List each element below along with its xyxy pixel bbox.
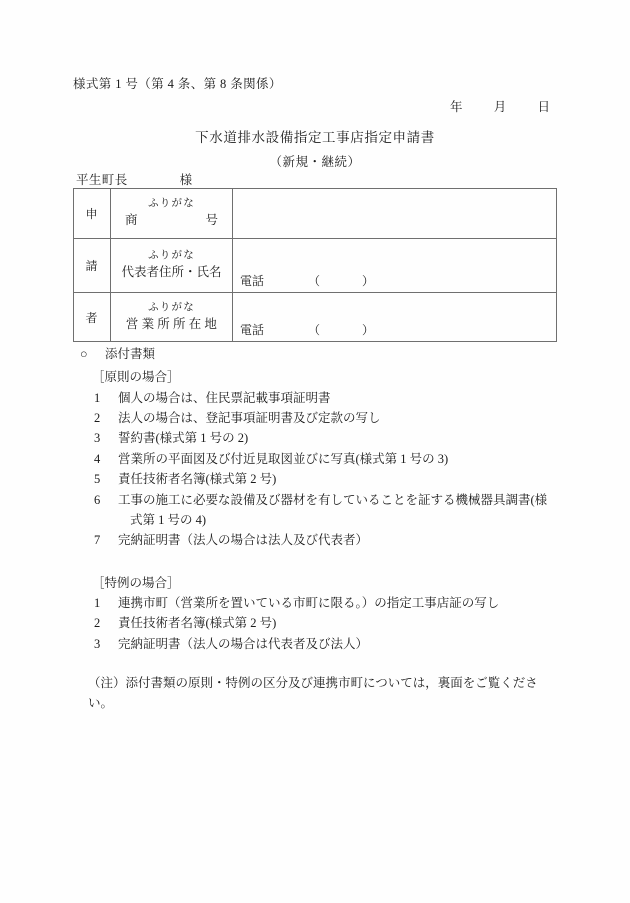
phone-paren-close: ） <box>362 323 375 337</box>
item-text: 営業所の平面図及び付近見取図並びに写真(様式第 1 号の 3) <box>118 451 449 466</box>
furigana-label: ふりがな <box>148 250 195 262</box>
trade-name-label <box>111 212 232 230</box>
list-item <box>0 388 630 408</box>
item-text: 完納証明書（法人の場合は法人及び代表者） <box>118 533 369 548</box>
item-number: 6 <box>94 492 101 507</box>
item-number: 2 <box>94 616 101 631</box>
row-label-representative <box>111 239 233 293</box>
list-item <box>0 449 630 469</box>
attachment-group-principle <box>0 367 630 550</box>
attachment-group-special <box>0 573 630 654</box>
attachment-item-list <box>0 593 630 654</box>
applicant-marker-1: 申 <box>74 189 111 239</box>
item-text: 工事の施工に必要な設備及び器材を有していることを証する機械器具調書(様 <box>118 492 548 507</box>
furigana-label: ふりがな <box>148 198 195 210</box>
trade-name-char-2: 号 <box>205 213 218 228</box>
applicant-marker-2: 請 <box>74 239 111 293</box>
list-item <box>0 593 630 613</box>
applicant-table <box>73 188 557 342</box>
item-number: 1 <box>94 390 101 405</box>
item-number: 7 <box>94 533 101 548</box>
form-code: 様式第 1 号（第 4 条、第 8 条関係） <box>73 77 282 91</box>
office-address-input-area[interactable] <box>233 293 557 342</box>
phone-paren-open: （ <box>308 274 321 288</box>
item-text-continuation: 式第 1 号の 4) <box>130 512 207 527</box>
item-number: 4 <box>94 451 101 466</box>
row-label-trade-name <box>111 189 233 239</box>
row-label-office-address <box>111 293 233 342</box>
date-year-label: 年 <box>450 100 463 114</box>
phone-label: 電話 <box>240 274 265 288</box>
item-number: 3 <box>94 431 101 446</box>
item-text: 法人の場合は、登記事項証明書及び定款の写し <box>118 411 381 425</box>
document-title: 下水道排水設備指定工事店指定申請書 <box>195 130 435 145</box>
date-day-label: 日 <box>537 100 550 114</box>
attachments-title: 添付書類 <box>105 347 156 361</box>
date-month-label: 月 <box>493 100 507 114</box>
applicant-marker-3: 者 <box>74 293 111 342</box>
table-row <box>74 239 557 293</box>
addressee-line <box>76 170 193 188</box>
attachment-item-list <box>0 388 630 551</box>
date-line <box>450 97 550 115</box>
trade-name-input-area[interactable] <box>233 189 557 239</box>
phone-paren-open: （ <box>308 323 321 337</box>
item-number: 5 <box>94 472 101 487</box>
phone-line <box>240 321 374 338</box>
phone-paren-close: ） <box>362 274 375 288</box>
addressee-name: 平生町長 <box>76 173 128 187</box>
note-text-continuation: い。 <box>88 696 114 711</box>
office-address-label: 営業所所在地 <box>125 316 221 331</box>
list-item <box>0 634 630 654</box>
item-text: 責任技術者名簿(様式第 2 号) <box>118 616 277 631</box>
addressee-honorific: 様 <box>179 173 193 187</box>
item-number: 1 <box>94 595 101 610</box>
table-row <box>74 293 557 342</box>
attachments-heading <box>0 345 630 364</box>
trade-name-char-1: 商 <box>125 213 138 228</box>
list-item <box>0 530 630 550</box>
attachments-note <box>0 673 630 714</box>
group-title: ［原則の場合］ <box>92 370 180 385</box>
circle-bullet-icon: ○ <box>80 347 88 361</box>
phone-label: 電話 <box>240 323 265 337</box>
item-number: 3 <box>94 636 101 651</box>
item-text: 個人の場合は、住民票記載事項証明書 <box>118 390 331 405</box>
item-text: 責任技術者名簿(様式第 2 号) <box>118 472 277 487</box>
note-text: （注）添付書類の原則・特例の区分及び連携市町については，裏面をご覧くださ <box>88 676 538 690</box>
list-item <box>0 469 630 489</box>
phone-line <box>240 272 374 289</box>
representative-input-area[interactable] <box>233 239 557 293</box>
list-item <box>0 428 630 448</box>
list-item <box>0 408 630 428</box>
document-subtitle: （新規・継続） <box>269 155 361 169</box>
representative-label: 代表者住所・氏名 <box>121 265 222 280</box>
item-number: 2 <box>94 411 101 425</box>
item-text: 誓約書(様式第 1 号の 2) <box>118 431 249 446</box>
list-item <box>0 613 630 633</box>
group-title: ［特例の場合］ <box>92 575 180 590</box>
attachments-section <box>0 345 630 714</box>
furigana-label: ふりがな <box>148 301 195 313</box>
list-item <box>0 490 630 531</box>
item-text: 連携市町（営業所を置いている市町に限る。）の指定工事店証の写し <box>118 595 500 610</box>
item-text: 完納証明書（法人の場合は代表者及び法人） <box>118 636 369 651</box>
group-spacer <box>0 551 630 573</box>
table-row <box>74 189 557 239</box>
